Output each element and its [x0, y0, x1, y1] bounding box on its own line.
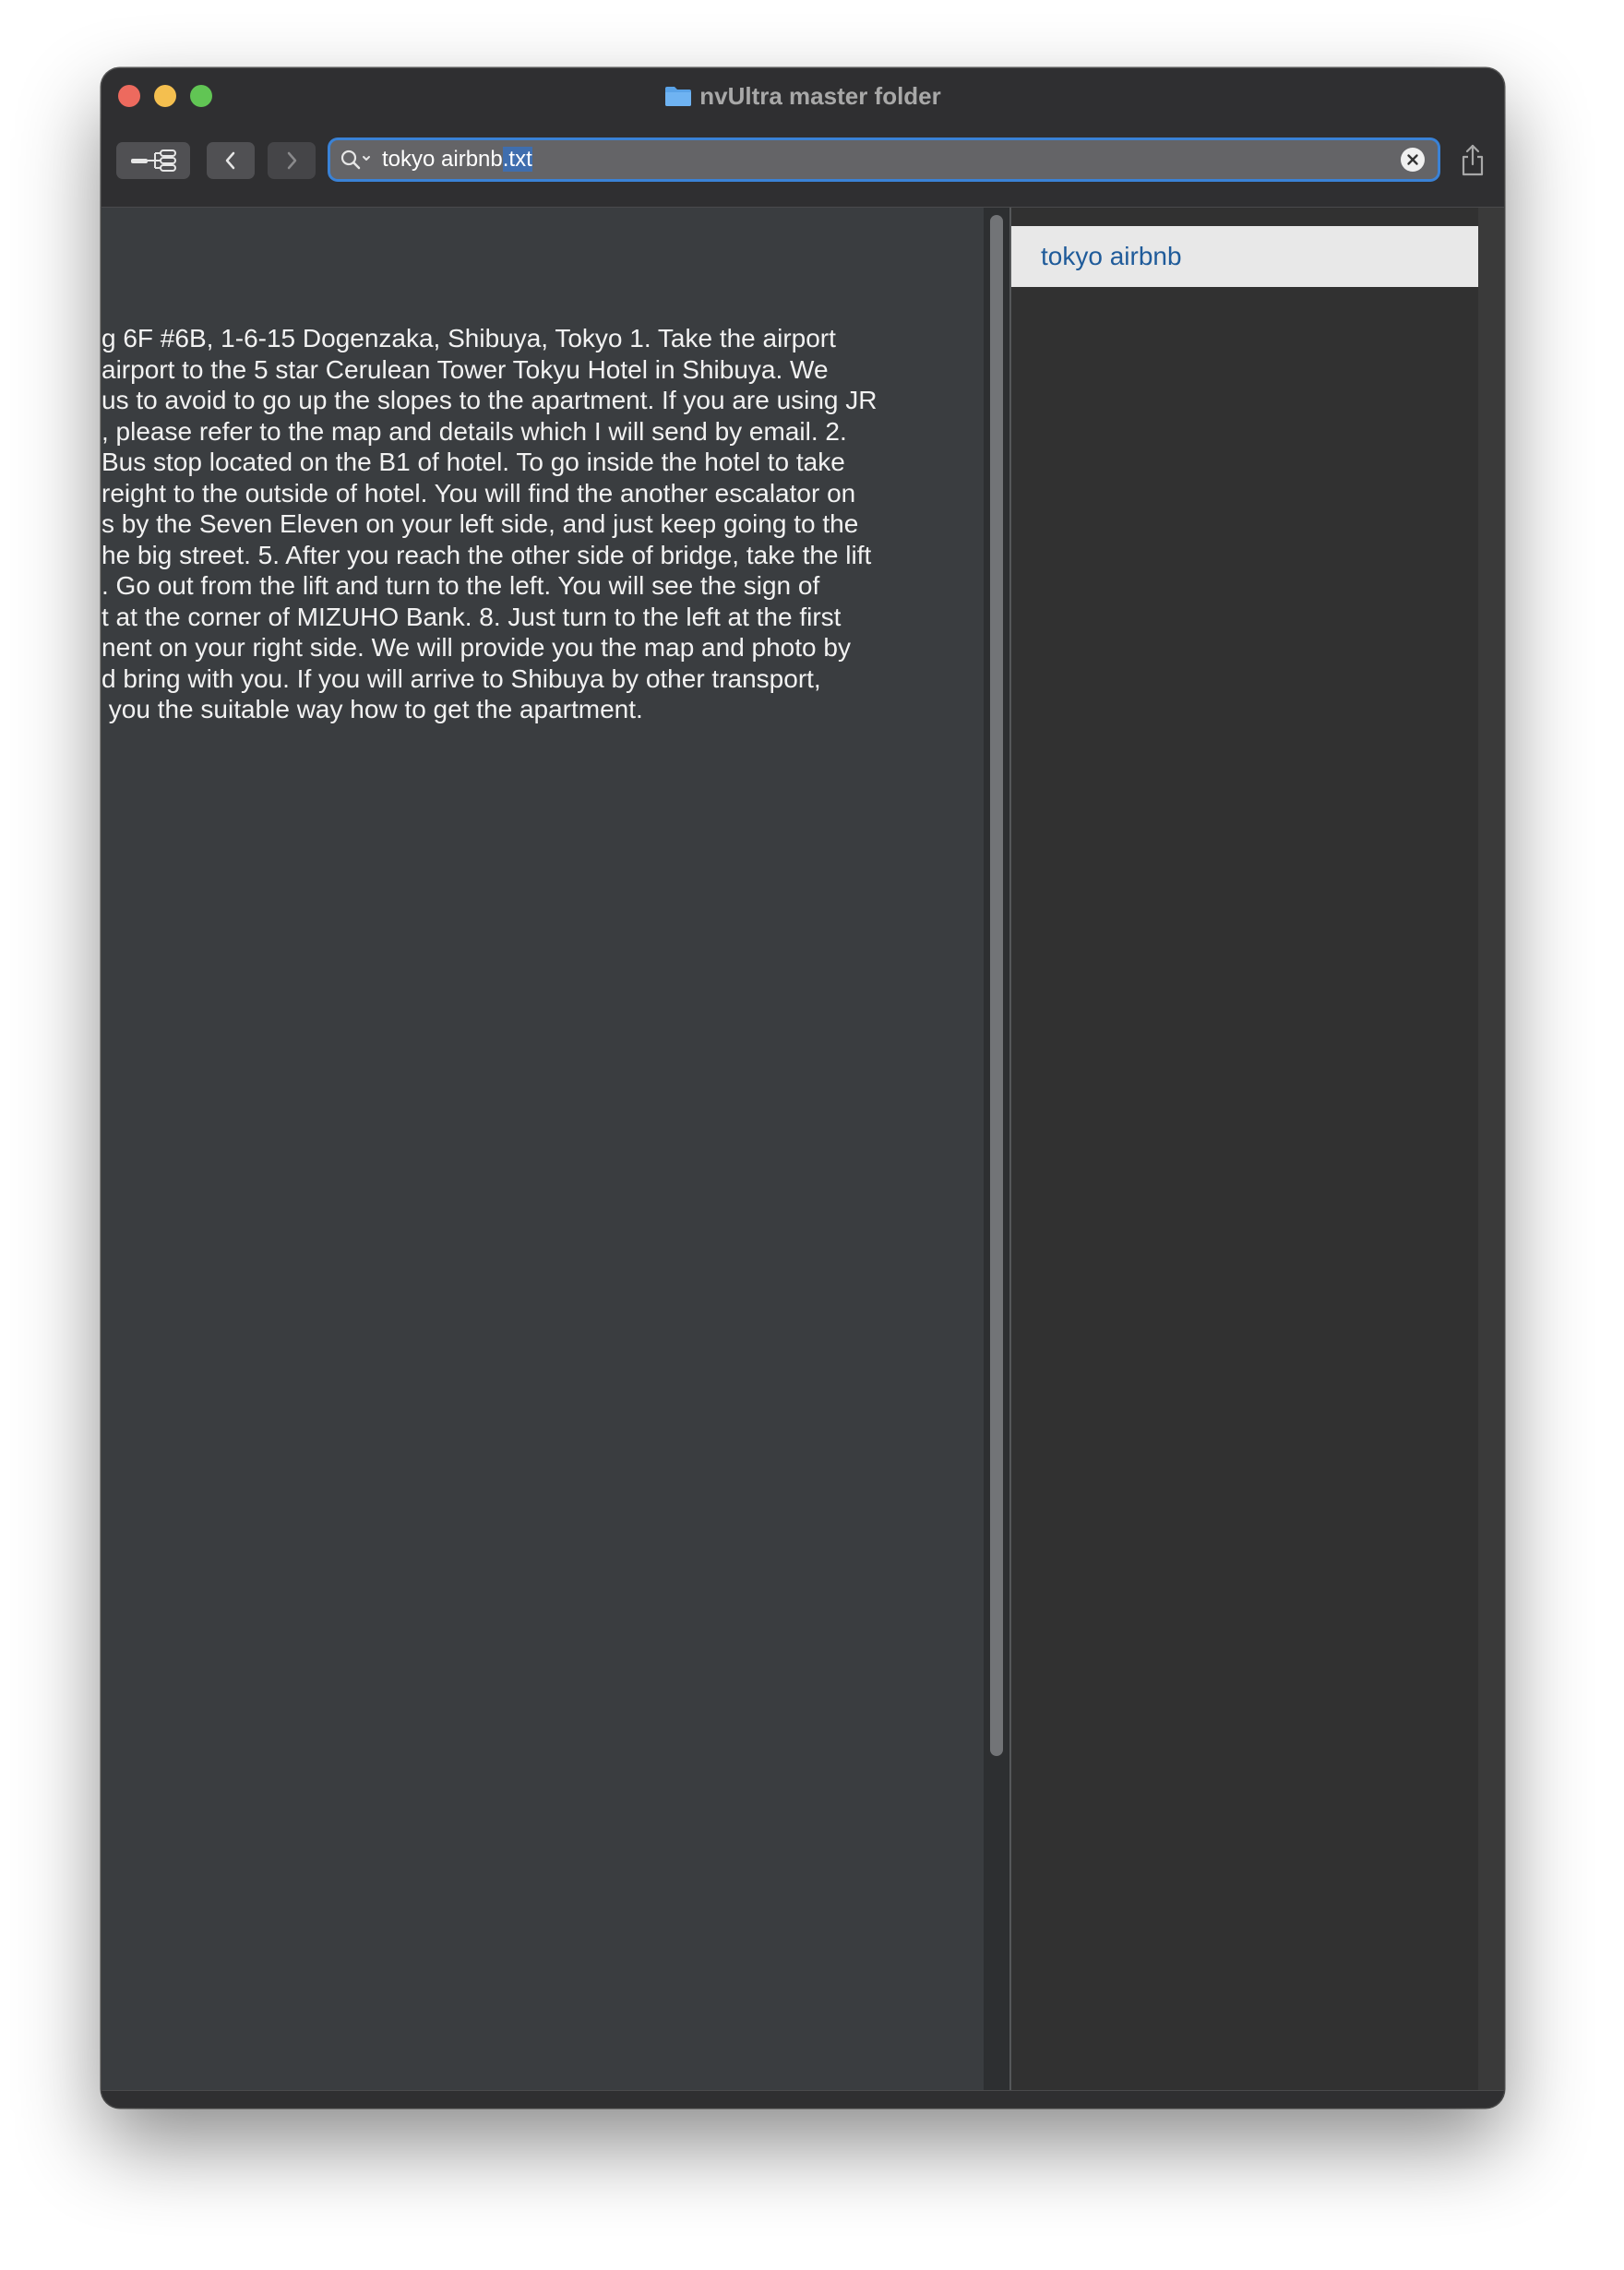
window-title-bar [102, 78, 1504, 114]
chevron-right-icon [282, 149, 301, 172]
window-bottom-edge [102, 2090, 1504, 2108]
share-icon[interactable] [1456, 142, 1489, 179]
folder-icon [664, 85, 692, 107]
notes-list[interactable] [1011, 208, 1478, 2090]
note-body-line: us to avoid to go up the slopes to the apartment. If you are using JR [102, 386, 878, 414]
note-body-line: d bring with you. If you will arrive to Shibuya by other transport, [102, 663, 821, 693]
note-body-line: t at the corner of MIZUHO Bank. 8. Just turn to the left at the first [102, 602, 842, 631]
search-query: tokyo airbnb [382, 147, 503, 172]
search-autocomplete-selection: .txt [502, 147, 532, 172]
note-body-line: you the suitable way how to get the apartment. [102, 695, 643, 723]
note-body-line: g 6F #6B, 1-6-15 Dogenzaka, Shibuya, Tokyo 1. Take the airport [102, 324, 836, 352]
back-button[interactable] [207, 142, 255, 179]
list-item-tokyo-airbnb[interactable] [1011, 226, 1478, 287]
chevron-left-icon [221, 149, 240, 172]
note-body-line: he big street. 5. After you reach the other side of bridge, take the lift [102, 540, 872, 569]
note-body-line: nent on your right side. We will provide you the map and photo by [102, 633, 851, 662]
titlebar [102, 68, 1504, 208]
search-icon [340, 149, 375, 171]
outline-toggle-button[interactable] [116, 142, 190, 179]
note-body-line: . Go out from the lift and turn to the left. You will see the sign of [102, 571, 820, 600]
note-body-text[interactable] [102, 323, 984, 725]
search-input[interactable] [382, 140, 532, 179]
notes-list-gutter [1478, 208, 1504, 2090]
outline-toggle-icon [125, 147, 181, 174]
note-editor[interactable] [102, 208, 984, 2090]
note-body-line: s by the Seven Eleven on your left side, and just keep going to the [102, 509, 859, 538]
note-body-line: Bus stop located on the B1 of hotel. To go inside the hotel to take [102, 448, 845, 476]
window-title: nvUltra master folder [699, 82, 941, 110]
note-title: tokyo airbnb [1041, 242, 1182, 270]
search-field[interactable] [330, 140, 1438, 179]
editor-scrollbar[interactable] [984, 208, 1009, 2090]
note-body-line: airport to the 5 star Cerulean Tower Tokyu Hotel in Shibuya. We [102, 354, 829, 384]
editor-scroll-thumb[interactable] [990, 215, 1003, 1756]
clear-circle-icon[interactable] [1401, 148, 1425, 172]
note-body-line: reight to the outside of hotel. You will find the another escalator on [102, 478, 856, 508]
note-body-line: , please refer to the map and details which I will send by email. 2. [102, 416, 847, 446]
forward-button[interactable] [268, 142, 316, 179]
app-window [102, 68, 1504, 2108]
